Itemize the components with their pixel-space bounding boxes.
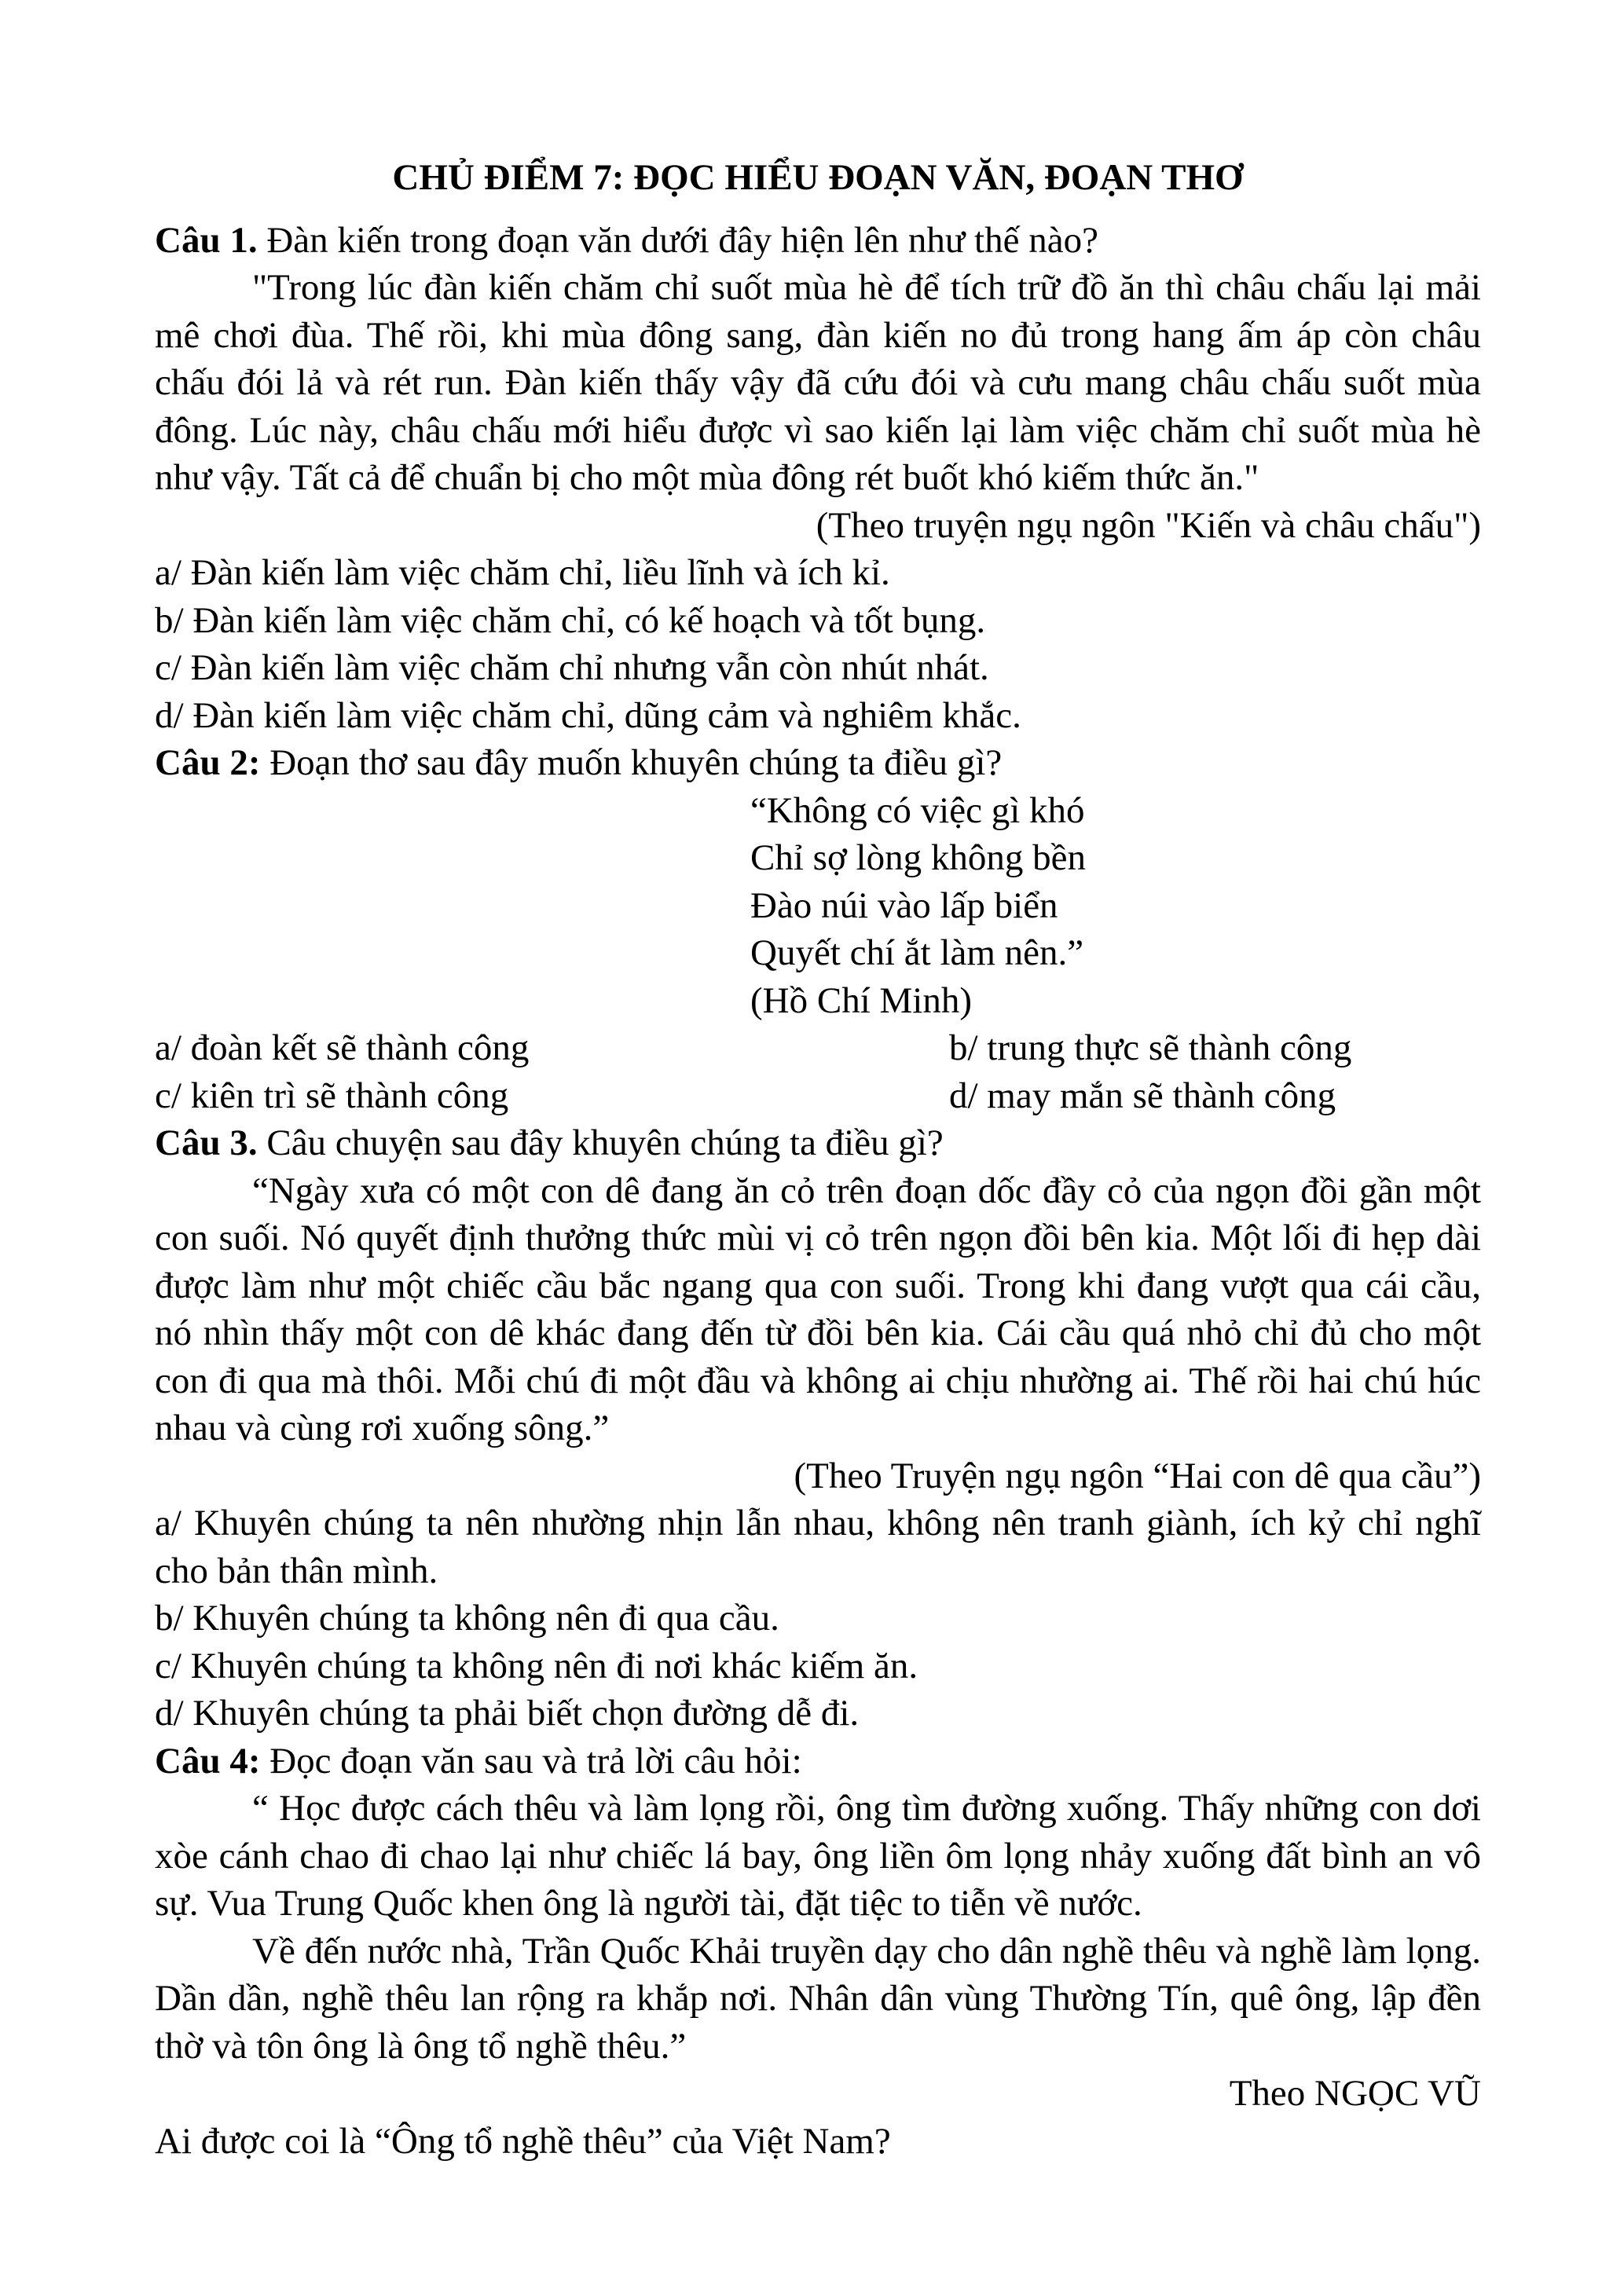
options-row bbox=[155, 1024, 1481, 1072]
document-page bbox=[155, 154, 1481, 2165]
source: Theo NGỌC VŨ bbox=[1229, 2073, 1481, 2114]
passage: “Ngày xưa có một con dê đang ăn cỏ trên đoạn dốc đầy cỏ của ngọn đồi gần một con suối. Nó quyết định thưởng thức mùi vị cỏ trên ngọn đồi bên kia. Một lối đi hẹp dài được làm như một chiếc cầu bắc ngang qua con suối. Trong khi đang vượt qua cái cầu, nó nhìn thấy một con dê khác đang đến từ đồi bên kia. Cái cầu quá nhỏ chỉ đủ cho một con đi qua mà thôi. Mỗi chú đi một đầu và không ai chịu nhường ai. Thế rồi hai chú húc nhau và cùng rơi xuống sông.” bbox=[155, 1170, 1481, 1448]
passage: Về đến nước nhà, Trần Quốc Khải truyền dạy cho dân nghề thêu và nghề làm lọng. Dần dần, nghề thêu lan rộng ra khắp nơi. Nhân dân vùng Thường Tín, quê ông, lập đền thờ và tôn ông là ông tổ nghề thêu.” bbox=[155, 1930, 1481, 2067]
option: a/ Đàn kiến làm việc chăm chỉ, liều lĩnh và ích kỉ. bbox=[155, 552, 890, 593]
option: b/ Khuyên chúng ta không nên đi qua cầu. bbox=[155, 1598, 779, 1639]
passage: “ Học được cách thêu và làm lọng rồi, ông tìm đường xuống. Thấy những con dơi xòe cánh chao đi chao lại như chiếc lá bay, ông liền ôm lọng nhảy xuống đất bình an vô sự. Vua Trung Quốc khen ông là người tài, đặt tiệc to tiễn về nước. bbox=[155, 1788, 1481, 1924]
question-3 bbox=[155, 1119, 1481, 1167]
question-2 bbox=[155, 739, 1481, 787]
question-text: Câu chuyện sau đây khuyên chúng ta điều gì? bbox=[257, 1122, 944, 1163]
option: b/ Đàn kiến làm việc chăm chỉ, có kế hoạch và tốt bụng. bbox=[155, 599, 986, 641]
options-row bbox=[155, 1072, 1481, 1120]
question-text: Đàn kiến trong đoạn văn dưới đây hiện lên như thế nào? bbox=[257, 219, 1098, 261]
option: c/ kiên trì sẽ thành công bbox=[155, 1075, 509, 1116]
question-text: Đoạn thơ sau đây muốn khuyên chúng ta điều gì? bbox=[260, 742, 1003, 783]
poem bbox=[155, 787, 1481, 1025]
option: a/ đoàn kết sẽ thành công bbox=[155, 1027, 530, 1068]
option: d/ Khuyên chúng ta phải biết chọn đường dễ đi. bbox=[155, 1693, 860, 1734]
question-label: Câu 2: bbox=[155, 742, 261, 783]
poem-line: “Không có việc gì khó bbox=[750, 789, 1085, 831]
question-1 bbox=[155, 217, 1481, 265]
poem-author: (Hồ Chí Minh) bbox=[750, 980, 972, 1021]
option: d/ Đàn kiến làm việc chăm chỉ, dũng cảm và nghiêm khắc. bbox=[155, 694, 1021, 736]
option: a/ Khuyên chúng ta nên nhường nhịn lẫn nhau, không nên tranh giành, ích kỷ chỉ nghĩ cho bản thân mình. bbox=[155, 1503, 1481, 1591]
option: c/ Đàn kiến làm việc chăm chỉ nhưng vẫn còn nhút nhát. bbox=[155, 647, 989, 688]
question-4 bbox=[155, 1738, 1481, 1785]
poem-line: Quyết chí ắt làm nên.” bbox=[750, 932, 1084, 973]
option: b/ trung thực sẽ thành công bbox=[949, 1027, 1352, 1068]
option: d/ may mắn sẽ thành công bbox=[949, 1075, 1336, 1116]
source: (Theo Truyện ngụ ngôn “Hai con dê qua cầu”) bbox=[794, 1455, 1481, 1496]
poem-line: Chỉ sợ lòng không bền bbox=[750, 837, 1086, 878]
question-text: Đọc đoạn văn sau và trả lời câu hỏi: bbox=[260, 1740, 802, 1782]
poem-line: Đào núi vào lấp biển bbox=[750, 884, 1058, 926]
sub-question: Ai được coi là “Ông tổ nghề thêu” của Việt Nam? bbox=[155, 2120, 891, 2162]
source: (Theo truyện ngụ ngôn "Kiến và châu chấu") bbox=[816, 504, 1481, 546]
question-label: Câu 3. bbox=[155, 1122, 258, 1163]
option: c/ Khuyên chúng ta không nên đi nơi khác kiếm ăn. bbox=[155, 1645, 918, 1686]
question-label: Câu 1. bbox=[155, 219, 258, 261]
passage: "Trong lúc đàn kiến chăm chỉ suốt mùa hè để tích trữ đồ ăn thì châu chấu lại mải mê chơi đùa. Thế rồi, khi mùa đông sang, đàn kiến no đủ trong hang ấm áp còn châu chấu đói lả và rét run. Đàn kiến thấy vậy đã cứu đói và cưu mang châu chấu suốt mùa đông. Lúc này, châu chấu mới hiểu được vì sao kiến lại làm việc chăm chỉ suốt mùa hè như vậy. Tất cả để chuẩn bị cho một mùa đông rét buốt khó kiếm thức ăn." bbox=[155, 267, 1481, 498]
question-label: Câu 4: bbox=[155, 1740, 261, 1782]
page-title: CHỦ ĐIỂM 7: ĐỌC HIỂU ĐOẠN VĂN, ĐOẠN THƠ bbox=[392, 157, 1244, 198]
